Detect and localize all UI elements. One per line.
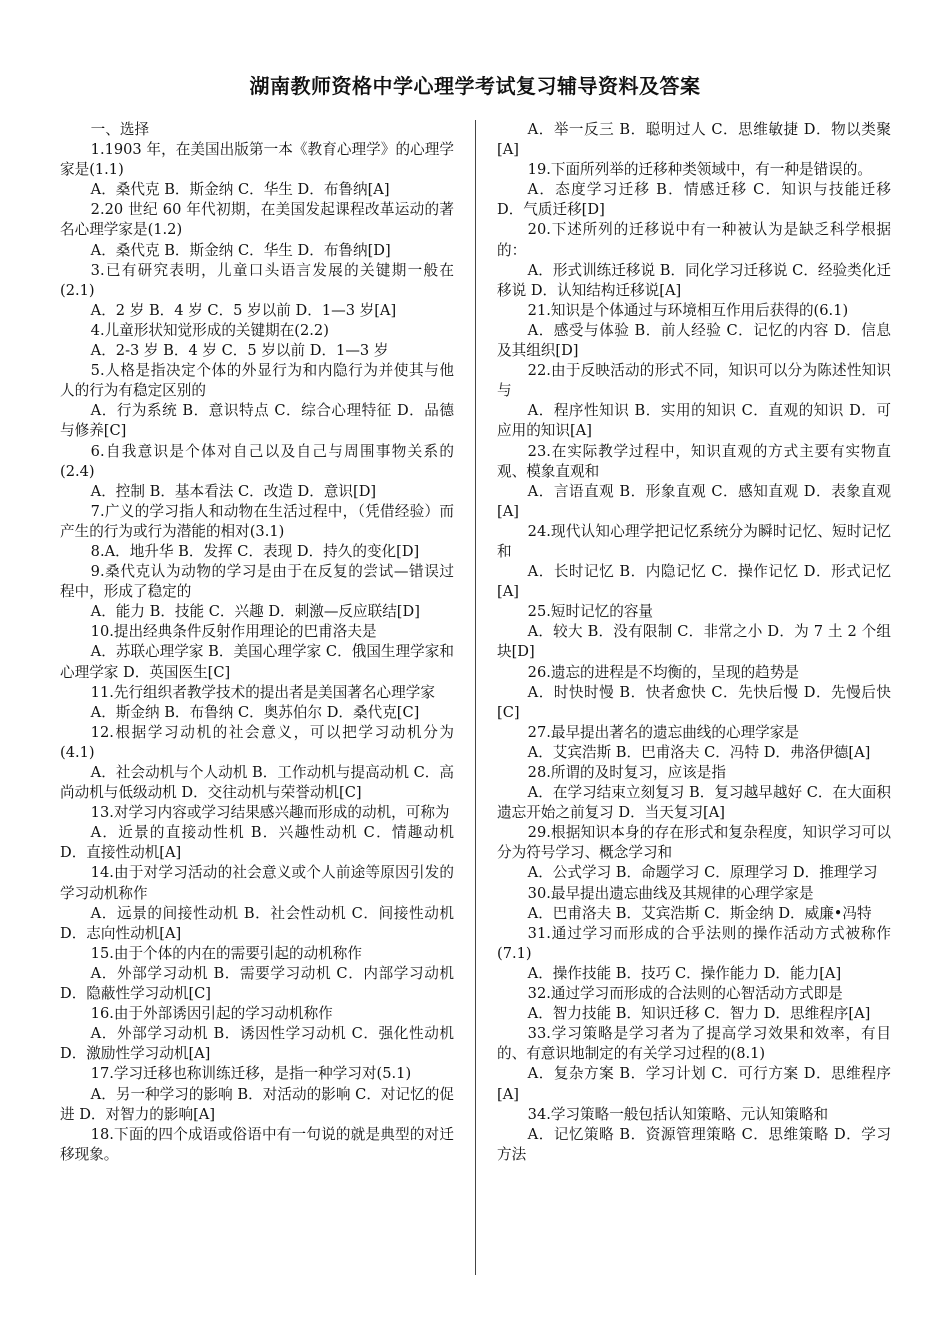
question-text: 25.短时记忆的容量 (527, 603, 654, 621)
answer-options: A．复杂方案 B．学习计划 C．可行方案 D．思维程序[A] (497, 1065, 891, 1103)
answer-options: A．外部学习动机 B．诱因性学习动机 C．强化性动机 D．激励性学习动机[A] (60, 1025, 454, 1063)
question-text: 6.自我意识是个体对自己以及自己与周围事物关系的(2.4) (60, 442, 454, 480)
question-text: 15.由于个体的内在的需要引起的动机称作 (90, 944, 362, 962)
answer-options: A．2 岁 B．4 岁 C．5 岁以前 D．1—3 岁[A] (90, 301, 397, 319)
answer-options: A．外部学习动机 B．需要学习动机 C．内部学习动机 D．隐蔽性学习动机[C] (60, 964, 454, 1003)
answer-options: A．记忆策略 B．资源管理策略 C．思维策略 D．学习方法 (497, 1125, 891, 1163)
question-text: 23.在实际教学过程中，知识直观的方式主要有实物直观、模象直观和 (497, 442, 891, 480)
question-text: 13.对学习内容或学习结果感兴趣而形成的动机，可称为 (90, 804, 450, 822)
answer-options: A．另一种学习的影响 B．对活动的影响 C．对记忆的促进 D．对智力的影响[A] (60, 1085, 454, 1123)
answer-options: A．形式训练迁移说 B．同化学习迁移说 C．经验类化迁移说 D．认知结构迁移说[A] (497, 261, 891, 299)
answer-options: A．言语直观 B．形象直观 C．感知直观 D．表象直观[A] (497, 482, 891, 520)
question-text: 18.下面的四个成语或俗语中有一句说的就是典型的对迁移现象。 (60, 1125, 454, 1163)
question-text: 31.通过学习而形成的合乎法则的操作活动方式被称作(7.1) (497, 924, 891, 962)
answer-options: A．在学习结束立刻复习 B．复习越早越好 C．在大面积遗忘开始之前复习 D．当天复习[A] (497, 784, 891, 822)
answer-options: A．桑代克 B．斯金纳 C．华生 D．布鲁纳[D] (90, 241, 391, 259)
question-text: 22.由于反映活动的形式不同，知识可以分为陈述性知识与 (497, 362, 891, 400)
question-text: 33.学习策略是学习者为了提高学习效果和效率，有目的、有意识地制定的有关学习过程的(8.1) (497, 1025, 891, 1063)
left-column (60, 120, 454, 1165)
answer-options: A．操作技能 B．技巧 C．操作能力 D．能力[A] (527, 964, 842, 982)
question-text: 29.根据知识本身的存在形式和复杂程度，知识学习可以分为符号学习、概念学习和 (497, 824, 891, 862)
question-text: 27.最早提出著名的遗忘曲线的心理学家是 (527, 723, 799, 741)
answer-options: A．社会动机与个人动机 B．工作动机与提高动机 C．高尚动机与低级动机 D．交往动机与荣誉动机[C] (60, 764, 454, 802)
answer-options: 8.A．地升华 B．发挥 C．表现 D．持久的变化[D] (90, 542, 420, 560)
right-column (497, 120, 891, 1165)
answer-options: A．态度学习迁移 B．情感迁移 C．知识与技能迁移 D．气质迁移[D] (497, 181, 891, 219)
question-text: 24.现代认知心理学把记忆系统分为瞬时记忆、短时记忆和 (497, 522, 891, 560)
answer-options: A．远景的间接性动机 B．社会性动机 C．间接性动机 D．志向性动机[A] (60, 904, 454, 942)
answer-options: A．巴甫洛夫 B．艾宾浩斯 C．斯金纳 D．威廉•冯特 (527, 904, 872, 922)
answer-options: A．艾宾浩斯 B．巴甫洛夫 C．冯特 D．弗洛伊德[A] (527, 743, 871, 761)
answer-options: A．2-3 岁 B．4 岁 C．5 岁以前 D．1—3 岁 (90, 342, 389, 360)
question-text: 2.20 世纪 60 年代初期，在美国发起课程改革运动的著名心理学家是(1.2) (60, 201, 454, 239)
answer-options: A．程序性知识 B．实用的知识 C．直观的知识 D．可应用的知识[A] (497, 402, 891, 440)
answer-options: A．控制 B．基本看法 C．改造 D．意识[D] (90, 482, 377, 500)
question-text: 19.下面所列举的迁移种类领域中，有一种是错误的。 (527, 161, 872, 179)
answer-options: A．时快时慢 B．快者愈快 C．先快后慢 D．先慢后快[C] (497, 683, 891, 721)
answer-options: A．公式学习 B．命题学习 C．原理学习 D．推理学习 (527, 864, 878, 882)
answer-options: A．智力技能 B．知识迁移 C．智力 D．思维程序[A] (527, 1005, 871, 1023)
question-text: 30.最早提出遗忘曲线及其规律的心理学家是 (527, 884, 814, 902)
question-text: 21.知识是个体通过与环境相互作用后获得的(6.1) (527, 301, 849, 319)
question-text: 16.由于外部诱因引起的学习动机称作 (90, 1005, 333, 1023)
question-text: 32.通过学习而形成的合法则的心智活动方式即是 (527, 985, 843, 1003)
document-title: 湖南教师资格中学心理学考试复习辅导资料及答案 (249, 74, 701, 98)
answer-options: A．较大 B．没有限制 C．非常之小 D．为 7 土 2 个组块[D] (497, 623, 891, 661)
answer-options: A．苏联心理学家 B．美国心理学家 C．俄国生理学家和心理学家 D．英国医生[C] (60, 643, 454, 681)
question-text: 7.广义的学习指人和动物在生活过程中，（凭借经验）而产生的行为或行为潜能的相对(3.1) (60, 502, 454, 540)
question-text: 34.学习策略一般包括认知策略、元认知策略和 (527, 1105, 829, 1123)
answer-options: A．近景的直接动性机 B．兴趣性动机 C．情趣动机 D．直接性动机[A] (60, 824, 454, 862)
section-heading: 一、选择 (90, 121, 150, 138)
answer-options: A．斯金纳 B．布鲁纳 C．奥苏伯尔 D．桑代克[C] (90, 703, 420, 721)
question-text: 12.根据学习动机的社会意义，可以把学习动机分为(4.1) (60, 723, 454, 761)
question-text: 3.已有研究表明，儿童口头语言发展的关键期一般在(2.1) (60, 261, 454, 299)
answer-options: A．感受与体验 B．前人经验 C．记忆的内容 D．信息及其组织[D] (497, 321, 891, 360)
answer-options: A．能力 B．技能 C．兴趣 D．刺激—反应联结[D] (90, 603, 420, 621)
answer-options: A．长时记忆 B．内隐记忆 C．操作记忆 D．形式记忆[A] (497, 563, 891, 601)
question-text: 10.提出经典条件反射作用理论的巴甫洛夫是 (90, 623, 377, 641)
question-text: 11.先行组织者教学技术的提出者是美国著名心理学家 (90, 683, 435, 701)
question-text: 1.1903 年，在美国出版第一本《教育心理学》的心理学家是(1.1) (60, 141, 454, 179)
question-text: 5.人格是指决定个体的外显行为和内隐行为并使其与他人的行为有稳定区别的 (60, 362, 454, 400)
question-text: 20.下述所列的迁移说中有一种被认为是缺乏科学根据的： (497, 221, 891, 259)
answer-options: A．举一反三 B．聪明过人 C．思维敏捷 D．物以类聚[A] (497, 121, 891, 159)
question-text: 14.由于对学习活动的社会意义或个人前途等原因引发的学习动机称作 (60, 864, 454, 902)
column-divider (475, 120, 476, 1275)
question-text: 9.桑代克认为动物的学习是由于在反复的尝试—错误过程中，形成了稳定的 (60, 563, 454, 601)
answer-options: A．行为系统 B．意识特点 C．综合心理特征 D．品德与修养[C] (60, 402, 454, 440)
question-text: 4.儿童形状知觉形成的关键期在(2.2) (90, 321, 329, 339)
question-text: 17.学习迁移也称训练迁移，是指一种学习对(5.1) (90, 1065, 412, 1083)
question-text: 26.遗忘的进程是不均衡的，呈现的趋势是 (527, 663, 799, 681)
answer-options: A．桑代克 B．斯金纳 C．华生 D．布鲁纳[A] (90, 181, 390, 199)
question-text: 28.所谓的及时复习，应该是指 (527, 764, 726, 781)
